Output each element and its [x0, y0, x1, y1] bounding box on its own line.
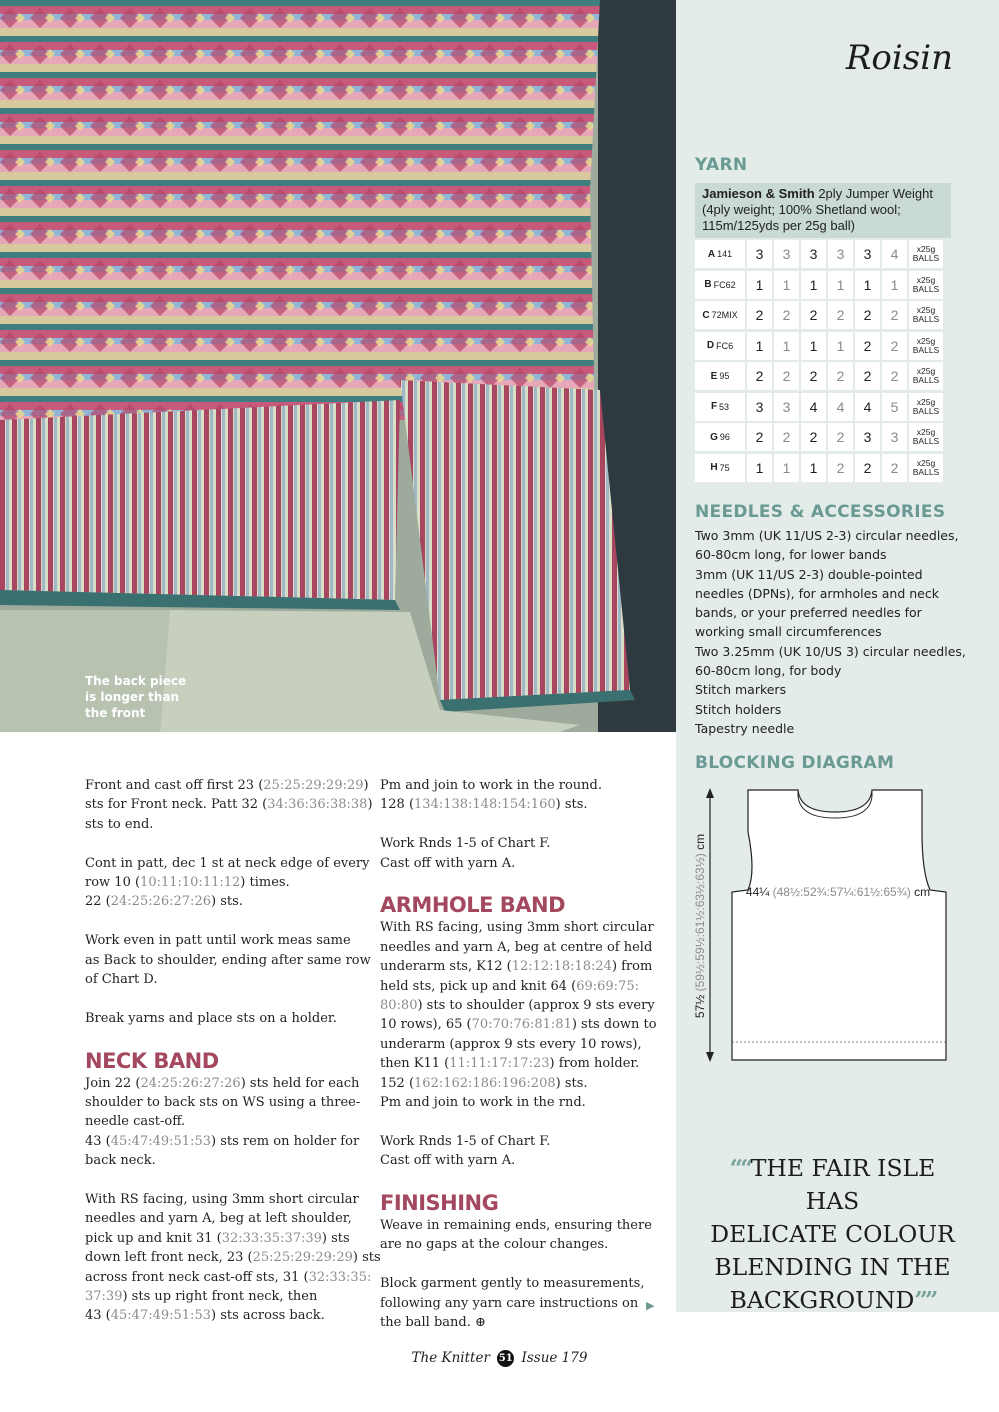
width-measurement: 44¼ (48½:52¾:57¼:61½:65¾) cm	[745, 885, 931, 899]
text-run: underarm sts, K12 (	[380, 959, 512, 975]
text-line	[380, 776, 655, 795]
unit-top: x25g	[916, 457, 936, 468]
page-footer	[0, 1350, 999, 1367]
instructions-column-1	[85, 776, 381, 1345]
quote-line: BACKGROUND	[729, 1286, 915, 1314]
paragraph	[380, 918, 655, 1112]
unit-bottom: BALLS	[912, 405, 940, 416]
yarn-letter: E	[710, 370, 718, 382]
yarn-quantity-cell: 2	[774, 362, 799, 390]
unit-top: x25g	[916, 335, 936, 346]
yarn-shade-label	[695, 301, 745, 329]
size-values: 12:12:18:18:24	[511, 959, 612, 975]
yarn-quantity-cell: 2	[882, 301, 907, 329]
size-values: 25:25:29:29:29	[263, 778, 364, 793]
text-line	[380, 795, 655, 814]
text-run: 43 (	[85, 1308, 111, 1324]
unit-top: x25g	[916, 305, 936, 315]
neck-band-heading: NECK BAND	[85, 1048, 219, 1073]
unit-top: x25g	[916, 366, 936, 376]
needle-line: 3mm (UK 11/US 2-3) double-pointed	[695, 566, 923, 582]
vest-outline	[732, 790, 946, 1060]
text-run: ) from holder.	[549, 1056, 640, 1072]
paragraph	[85, 1074, 370, 1171]
yarn-heading: YARN	[695, 155, 748, 175]
quote-line: DELICATE COLOUR	[710, 1220, 955, 1248]
yarn-row	[695, 393, 951, 421]
yarn-brand: Jamieson & Smith	[702, 186, 815, 201]
yarn-shade-label	[695, 393, 745, 421]
text-line	[380, 977, 655, 996]
end-mark-icon: ⊕	[470, 1315, 486, 1331]
text-run: needles and yarn A, beg at left shoulder,	[85, 1211, 352, 1227]
yarn-quantity-cell: 1	[801, 271, 826, 299]
text-line	[85, 1074, 370, 1093]
text-line: Cast off with yarn A.	[380, 1153, 516, 1169]
text-run: With RS facing, using 3mm short circular	[85, 1192, 359, 1208]
text-line: following any yarn care instructions on	[380, 1295, 639, 1311]
yarn-quantity-cell: 2	[774, 423, 799, 451]
unit-bottom: BALLS	[912, 314, 940, 324]
text-line	[380, 996, 655, 1015]
unit-bottom: BALLS	[912, 344, 940, 355]
yarn-shade-code: 96	[719, 432, 730, 442]
text-run: Front and cast off first 23 (	[85, 778, 264, 793]
size-values: 70:70:76:81:81	[471, 1017, 572, 1033]
magazine-name: The Knitter	[411, 1350, 490, 1366]
blocking-heading: BLOCKING DIAGRAM	[695, 753, 895, 773]
size-values: 34:36:36:38:38	[267, 797, 368, 813]
paragraph: Break yarns and place sts on a holder.	[85, 1010, 337, 1026]
needle-line: working small circumferences	[695, 624, 882, 640]
yarn-quantity-cell: 1	[747, 454, 772, 482]
yarn-quantity-cell: 3	[747, 240, 772, 268]
yarn-row	[695, 271, 951, 299]
yarn-quantity-cell: 5	[882, 393, 907, 421]
pull-quote	[700, 1152, 965, 1317]
quote-line: THE FAIR ISLE HAS	[750, 1154, 936, 1215]
needle-line: 60-80cm long, for body	[695, 663, 842, 679]
text-run: ) sts	[321, 1230, 350, 1246]
text-run: Cont in patt, dec 1 st at neck edge of every	[85, 855, 370, 871]
caption-line: The back piece	[85, 674, 187, 688]
yarn-quantity-table	[695, 240, 951, 484]
text-run: down left front neck, 23 (	[85, 1250, 253, 1266]
unit-bottom: BALLS	[912, 375, 940, 385]
needles-list	[695, 526, 965, 738]
yarn-shade-code: 53	[719, 401, 730, 412]
caption-line: the front	[85, 706, 146, 720]
yarn-row	[695, 301, 951, 329]
yarn-letter: G	[710, 431, 718, 443]
text-line	[85, 815, 370, 834]
text-line	[85, 1248, 381, 1267]
unit-bottom: BALLS	[912, 253, 940, 263]
yarn-quantity-cell: 2	[747, 362, 772, 390]
text-line: as Back to shoulder, ending after same row	[85, 952, 371, 968]
text-run: held sts, pick up and knit 64 (	[380, 978, 577, 994]
size-values: 32:33:35:	[308, 1269, 372, 1285]
text-run: ) sts rem on holder for	[210, 1133, 360, 1149]
yarn-unit	[909, 423, 943, 451]
size-values: 162:162:186:196:208	[414, 1075, 556, 1091]
size-values: 32:33:35:37:39	[221, 1230, 322, 1246]
text-run: ) sts held for each	[240, 1075, 360, 1091]
open-quote-icon: ““	[729, 1154, 751, 1182]
text-run: 128 (	[380, 797, 415, 813]
paragraph	[380, 834, 655, 873]
text-run: Pm and join to work in the round.	[380, 778, 602, 793]
text-line	[85, 795, 373, 814]
paragraph	[85, 931, 370, 989]
yarn-unit	[909, 332, 943, 360]
yarn-quantity-cell: 2	[801, 423, 826, 451]
size-values: 11:11:17:17:23	[449, 1056, 550, 1072]
yarn-row	[695, 362, 951, 390]
yarn-shade-code: 72MIX	[711, 310, 738, 320]
yarn-quantity-cell: 2	[747, 423, 772, 451]
yarn-quantity-cell: 1	[801, 454, 826, 482]
yarn-letter: F	[710, 401, 718, 412]
text-line	[85, 1093, 370, 1112]
text-run: ) sts	[352, 1250, 381, 1266]
yarn-quantity-cell: 1	[747, 332, 772, 360]
yarn-row	[695, 240, 951, 268]
text-line: Block garment gently to measurements,	[380, 1276, 645, 1292]
text-run: ) from	[611, 959, 653, 975]
yarn-unit	[909, 362, 943, 390]
armhole-band-heading: ARMHOLE BAND	[380, 893, 566, 918]
text-run: 22 (	[85, 894, 111, 910]
yarn-quantity-cell: 3	[855, 240, 880, 268]
yarn-shade-code: FC6	[716, 340, 734, 351]
text-run: 43 (	[85, 1133, 111, 1149]
yarn-quantity-cell: 4	[855, 393, 880, 421]
text-line	[380, 1035, 655, 1054]
yarn-letter: C	[702, 309, 710, 321]
size-values: 25:25:29:29:29	[252, 1250, 353, 1266]
yarn-shade-label	[695, 240, 745, 268]
yarn-quantity-cell: 2	[882, 332, 907, 360]
yarn-row	[695, 454, 951, 482]
yarn-letter: D	[706, 340, 715, 351]
yarn-unit	[909, 454, 943, 482]
text-line	[380, 938, 655, 957]
yarn-quantity-cell: 2	[801, 362, 826, 390]
yarn-letter: B	[704, 279, 712, 290]
vest-schematic	[690, 782, 955, 1072]
yarn-quantity-cell: 1	[801, 332, 826, 360]
yarn-unit	[909, 301, 943, 329]
text-line: Work Rnds 1-5 of Chart F.	[380, 836, 551, 852]
text-run: back neck.	[85, 1153, 156, 1169]
needles-heading: NEEDLES & ACCESSORIES	[695, 502, 946, 522]
size-values: 10:11:10:11:12	[140, 875, 241, 891]
paragraph	[380, 1132, 655, 1171]
text-line	[85, 1209, 370, 1228]
yarn-shade-label	[695, 271, 745, 299]
yarn-shade-code: 95	[719, 371, 730, 381]
yarn-row	[695, 423, 951, 451]
text-run: ) times.	[240, 875, 290, 891]
unit-top: x25g	[916, 427, 936, 437]
instructions-column-2	[380, 776, 655, 1352]
unit-top: x25g	[916, 274, 936, 285]
yarn-quantity-cell: 2	[828, 423, 853, 451]
text-line	[85, 892, 370, 911]
yarn-shade-label	[695, 332, 745, 360]
paragraph	[85, 854, 370, 912]
yarn-shade-label	[695, 423, 745, 451]
size-values: 45:47:49:51:53	[110, 1308, 211, 1324]
length-measurement: 57½ (59½:59½:61½:63½:63½) cm	[693, 833, 707, 1019]
text-run: underarm (approx 9 sts every 10 rows),	[380, 1036, 642, 1052]
yarn-row	[695, 332, 951, 360]
yarn-shade-code: 75	[719, 462, 730, 473]
text-line	[85, 1229, 370, 1248]
text-run: needles and yarn A, beg at centre of held	[380, 939, 653, 955]
text-run: ) sts down to	[571, 1017, 657, 1033]
finishing-heading: FINISHING	[380, 1191, 499, 1216]
yarn-quantity-cell: 2	[828, 362, 853, 390]
issue-number: Issue 179	[521, 1350, 588, 1366]
yarn-quantity-cell: 1	[774, 454, 799, 482]
yarn-quantity-cell: 2	[882, 454, 907, 482]
yarn-desc-line: 2ply Jumper Weight	[814, 186, 933, 201]
yarn-quantity-cell: 3	[828, 240, 853, 268]
text-run: 152 (	[380, 1075, 415, 1091]
text-line	[85, 1112, 370, 1131]
size-values: 45:47:49:51:53	[110, 1133, 211, 1149]
text-line: Work even in patt until work meas same	[85, 933, 351, 949]
text-line	[85, 1306, 370, 1325]
blocking-diagram	[690, 782, 955, 1077]
page-number: 51	[497, 1350, 514, 1367]
needle-line: Two 3mm (UK 11/US 2-3) circular needles,	[695, 528, 959, 543]
yarn-shade-code: 141	[717, 249, 733, 259]
unit-top: x25g	[916, 396, 936, 407]
yarn-desc-line: (4ply weight; 100% Shetland wool;	[702, 202, 901, 217]
text-line	[85, 1190, 370, 1209]
yarn-quantity-cell: 1	[774, 332, 799, 360]
yarn-quantity-cell: 1	[774, 271, 799, 299]
fair-isle-vest-image	[0, 0, 676, 732]
text-run: Pm and join to work in the rnd.	[380, 1095, 586, 1111]
text-run: pick up and knit 31 (	[85, 1230, 222, 1246]
yarn-letter: A	[707, 248, 716, 260]
text-run: shoulder to back sts on WS using a three-	[85, 1095, 361, 1111]
yarn-description	[695, 183, 951, 238]
size-values: 69:69:75:	[576, 978, 639, 994]
needle-line: Tapestry needle	[695, 720, 795, 736]
yarn-quantity-cell: 2	[774, 301, 799, 329]
yarn-quantity-cell: 3	[774, 240, 799, 268]
yarn-quantity-cell: 2	[828, 301, 853, 329]
text-line: are no gaps at the colour changes.	[380, 1237, 609, 1253]
text-run: ) sts.	[555, 797, 588, 813]
yarn-quantity-cell: 1	[828, 271, 853, 299]
quote-line: BLENDING IN THE	[714, 1253, 951, 1281]
yarn-quantity-cell: 2	[882, 362, 907, 390]
yarn-quantity-cell: 1	[828, 332, 853, 360]
text-line: Cast off with yarn A.	[380, 855, 516, 871]
text-line	[85, 873, 370, 892]
text-run: ) sts to shoulder (approx 9 sts every	[417, 998, 655, 1014]
yarn-shade-label	[695, 362, 745, 390]
text-line	[85, 854, 370, 873]
needle-line: Stitch holders	[695, 701, 782, 717]
text-run: With RS facing, using 3mm short circular	[380, 920, 654, 936]
text-line	[380, 1074, 655, 1093]
size-values: 24:25:26:27:26	[110, 894, 211, 910]
size-values: 37:39	[85, 1289, 123, 1305]
text-run: ) sts.	[555, 1075, 588, 1091]
yarn-shade-code: FC62	[713, 279, 736, 290]
yarn-quantity-cell: 2	[855, 332, 880, 360]
text-line	[85, 1132, 370, 1151]
text-line: the ball band. ⊕	[380, 1315, 486, 1331]
yarn-quantity-cell: 3	[855, 423, 880, 451]
size-values: 134:138:148:154:160	[414, 797, 556, 813]
text-run: across front neck cast-off sts, 31 (	[85, 1269, 309, 1285]
needle-line: needles (DPNs), for armholes and neck	[695, 585, 939, 601]
yarn-quantity-cell: 1	[882, 271, 907, 299]
needle-line: Stitch markers	[695, 682, 787, 698]
text-run: sts to end.	[85, 816, 154, 832]
yarn-quantity-cell: 2	[747, 301, 772, 329]
yarn-shade-label	[695, 454, 745, 482]
yarn-quantity-cell: 3	[774, 393, 799, 421]
text-line: Work Rnds 1-5 of Chart F.	[380, 1133, 551, 1149]
yarn-quantity-cell: 2	[828, 454, 853, 482]
text-run: 10 rows), 65 (	[380, 1017, 472, 1033]
text-line: of Chart D.	[85, 972, 158, 988]
size-values: 80:80	[380, 998, 418, 1014]
text-line	[380, 1015, 655, 1034]
text-run: sts for Front neck. Patt 32 (	[85, 797, 268, 813]
text-run: )	[367, 797, 373, 813]
yarn-unit	[909, 240, 943, 268]
paragraph	[380, 1274, 655, 1332]
text-line	[380, 1093, 655, 1112]
close-quote-icon: ””	[914, 1286, 936, 1314]
pattern-title: Roisin	[845, 38, 953, 78]
yarn-desc-line: 115m/125yds per 25g ball)	[702, 218, 855, 233]
text-run: ) sts up right front neck, then	[122, 1289, 318, 1305]
yarn-quantity-cell: 3	[882, 423, 907, 451]
yarn-quantity-cell: 4	[828, 393, 853, 421]
unit-bottom: BALLS	[912, 436, 940, 446]
yarn-quantity-cell: 4	[882, 240, 907, 268]
text-line	[85, 1268, 370, 1287]
caption-line: is longer than	[85, 690, 180, 704]
paragraph	[380, 776, 655, 815]
needle-line: 60-80cm long, for lower bands	[695, 547, 887, 563]
text-run: row 10 (	[85, 875, 141, 891]
text-run: )	[363, 778, 369, 793]
text-run: ) sts.	[210, 894, 243, 910]
text-line	[85, 1151, 370, 1170]
yarn-quantity-cell: 1	[747, 271, 772, 299]
size-values: 24:25:26:27:26	[140, 1075, 241, 1091]
yarn-unit	[909, 271, 943, 299]
text-run: needle cast-off.	[85, 1114, 186, 1130]
paragraph	[85, 1190, 381, 1326]
photo-caption	[85, 673, 205, 721]
text-line	[380, 1054, 655, 1073]
needle-line: bands, or your preferred needles for	[695, 605, 922, 621]
unit-top: x25g	[916, 244, 936, 254]
continue-arrow-icon: ▶	[646, 1300, 655, 1312]
garment-photo	[0, 0, 676, 732]
yarn-quantity-cell: 3	[747, 393, 772, 421]
yarn-quantity-cell: 3	[801, 240, 826, 268]
yarn-quantity-cell: 2	[801, 301, 826, 329]
unit-bottom: BALLS	[912, 466, 940, 477]
unit-bottom: BALLS	[912, 283, 940, 294]
yarn-quantity-cell: 2	[855, 454, 880, 482]
yarn-quantity-cell: 2	[855, 362, 880, 390]
text-run: Join 22 (	[85, 1075, 141, 1091]
paragraph	[380, 1216, 655, 1255]
yarn-quantity-cell: 2	[855, 301, 880, 329]
yarn-quantity-cell: 1	[855, 271, 880, 299]
yarn-quantity-cell: 4	[801, 393, 826, 421]
text-line: Weave in remaining ends, ensuring there	[380, 1218, 652, 1234]
text-run: then K11 (	[380, 1056, 450, 1072]
text-line	[85, 776, 370, 795]
text-line	[380, 957, 655, 976]
yarn-letter: H	[710, 462, 718, 473]
yarn-unit	[909, 393, 943, 421]
needle-line: Two 3.25mm (UK 10/US 3) circular needles,	[695, 643, 966, 659]
text-run: ) sts across back.	[210, 1308, 325, 1324]
text-line	[85, 1287, 370, 1306]
paragraph	[85, 776, 373, 834]
text-line	[380, 918, 655, 937]
